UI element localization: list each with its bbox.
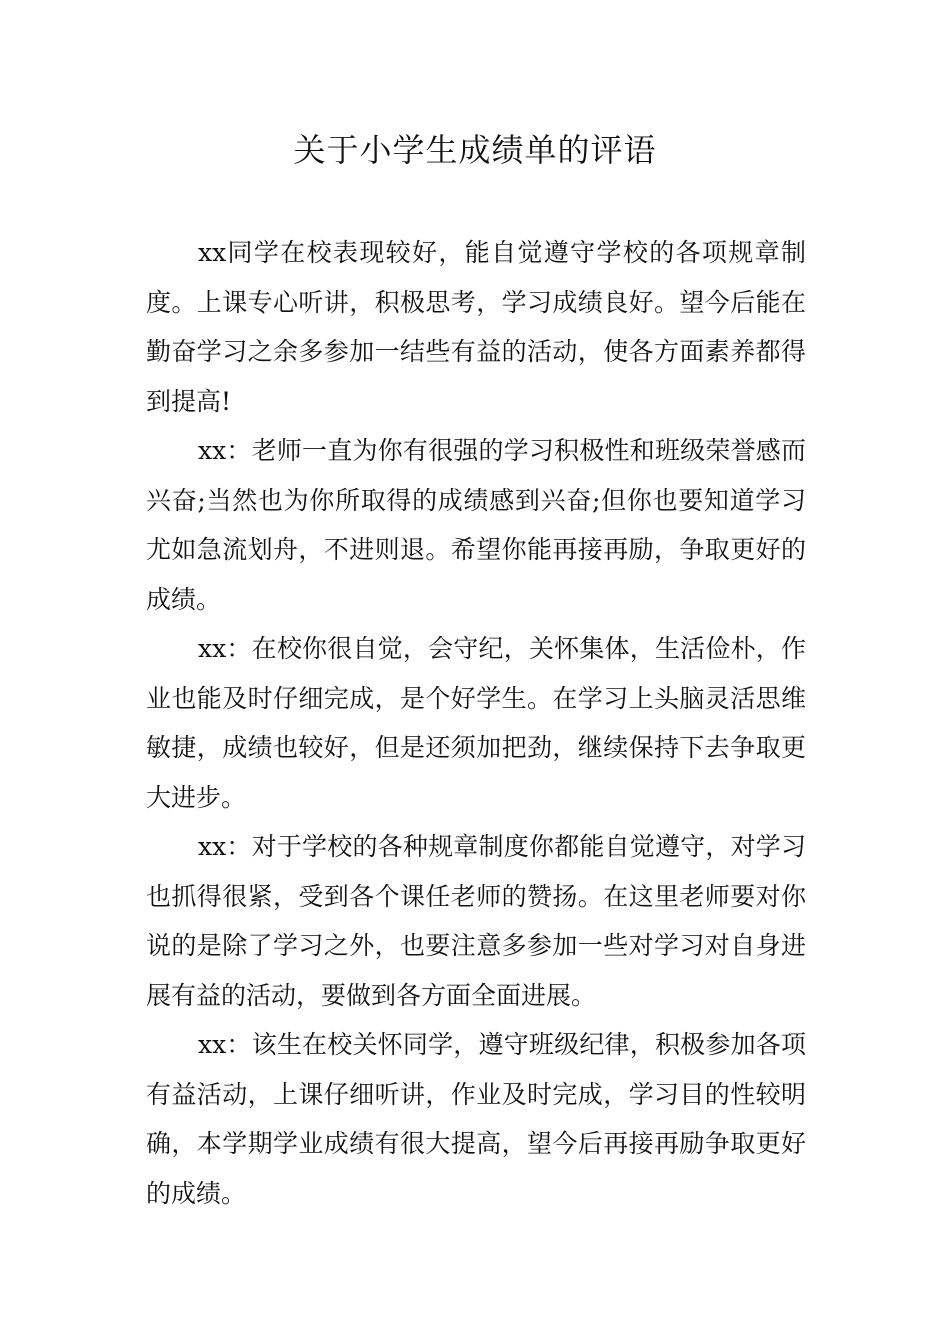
comment-paragraph: xx同学在校表现较好，能自觉遵守学校的各项规章制度。上课专心听讲，积极思考，学习成绩良好。望今后能在勤奋学习之余多参加一结些有益的活动，使各方面素养都得到提高! (146, 238, 806, 416)
document-body (146, 228, 806, 1218)
comment-paragraph: xx：老师一直为你有很强的学习积极性和班级荣誉感而兴奋;当然也为你所取得的成绩感到兴奋;但你也要知道学习尤如急流划舟，不进则退。希望你能再接再励，争取更好的成绩。 (146, 436, 806, 614)
document-title: 关于小学生成绩单的评语 (293, 131, 657, 169)
comment-paragraph: xx：该生在校关怀同学，遵守班级纪律，积极参加各项有益活动，上课仔细听讲，作业及时完成，学习目的性较明确，本学期学业成绩有很大提高，望今后再接再励争取更好的成绩。 (146, 1030, 806, 1208)
comment-paragraph: xx：对于学校的各种规章制度你都能自觉遵守，对学习也抓得很紧，受到各个课任老师的赞扬。在这里老师要对你说的是除了学习之外，也要注意多参加一些对学习对自身进展有益的活动，要做到各方面全面进展。 (146, 832, 806, 1010)
comment-paragraph: xx：在校你很自觉，会守纪，关怀集体，生活俭朴，作业也能及时仔细完成，是个好学生。在学习上头脑灵活思维敏捷，成绩也较好，但是还须加把劲，继续保持下去争取更大进步。 (146, 634, 806, 812)
